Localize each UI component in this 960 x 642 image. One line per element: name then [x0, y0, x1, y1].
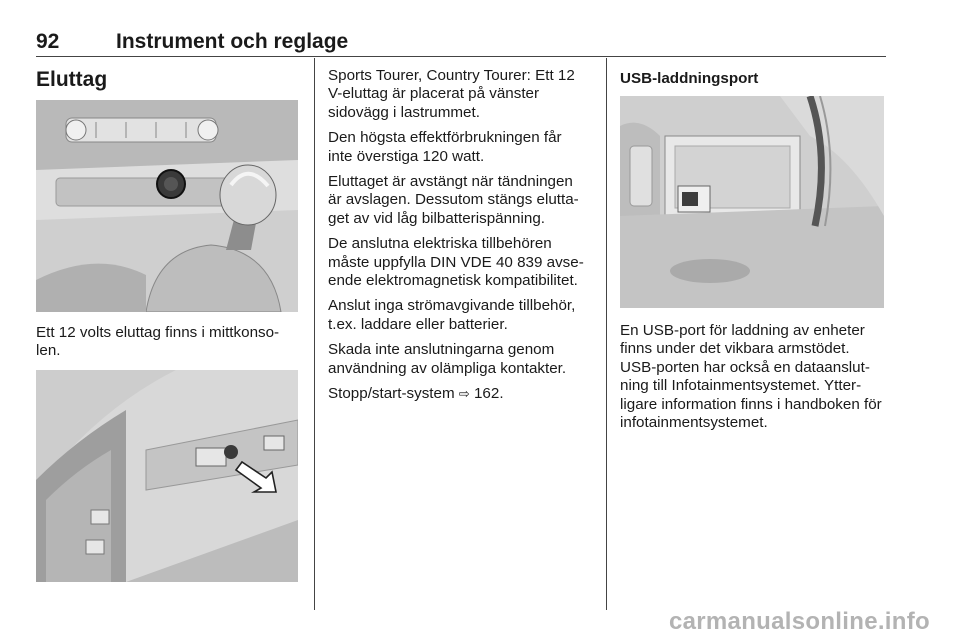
console-socket-illustration — [36, 100, 298, 312]
paragraph: Sports Tourer, Country Tourer: Ett 12 V-eluttag är placerat på vänster sidovägg i lastrummet. — [328, 67, 575, 121]
header-rule — [36, 56, 886, 57]
crossref-page[interactable]: 162. — [473, 385, 504, 403]
page-header-title: Instrument och reglage — [116, 30, 349, 53]
middle-text — [328, 67, 590, 412]
section-heading: Eluttag — [36, 68, 108, 91]
column-divider — [314, 58, 315, 610]
crossref-label: Stopp/start-system — [328, 385, 455, 403]
socket-caption: Ett 12 volts eluttag finns i mittkonso-len. — [36, 324, 280, 360]
paragraph: Skada inte anslutningarna genom användning av olämpliga kontakter. — [328, 341, 567, 377]
paragraph: Den högsta effektförbrukningen får inte överstiga 120 watt. — [328, 129, 562, 165]
usb-description: En USB-port för laddning av enheter finns under det vikbara armstödet. USB-porten har också en dataanslut-ning till Infotainmentsystemet. Ytter-ligare information finns i handboken för infotainmentsystemet. — [620, 322, 882, 432]
usb-heading: USB-laddningsport — [620, 70, 759, 87]
paragraph: Eluttaget är avstängt när tändningen är avslagen. Dessutom stängs elutta-get av vid låg bilbatterispänning. — [328, 173, 579, 227]
paragraph: De anslutna elektriska tillbehören måste uppfylla DIN VDE 40 839 avse-ende elektromagnetisk kompatibilitet. — [328, 235, 584, 290]
usb-port-illustration — [620, 96, 884, 308]
column-divider — [606, 58, 607, 610]
page-number: 92 — [36, 30, 60, 53]
cargo-socket-illustration — [36, 370, 298, 582]
arrow-ref-icon: ⇨ — [458, 387, 470, 403]
crossref[interactable] — [328, 385, 590, 404]
watermark: carmanualsonline.info — [668, 608, 930, 635]
paragraph: Anslut inga strömavgivande tillbehör, t.ex. laddare eller batterier. — [328, 297, 576, 333]
